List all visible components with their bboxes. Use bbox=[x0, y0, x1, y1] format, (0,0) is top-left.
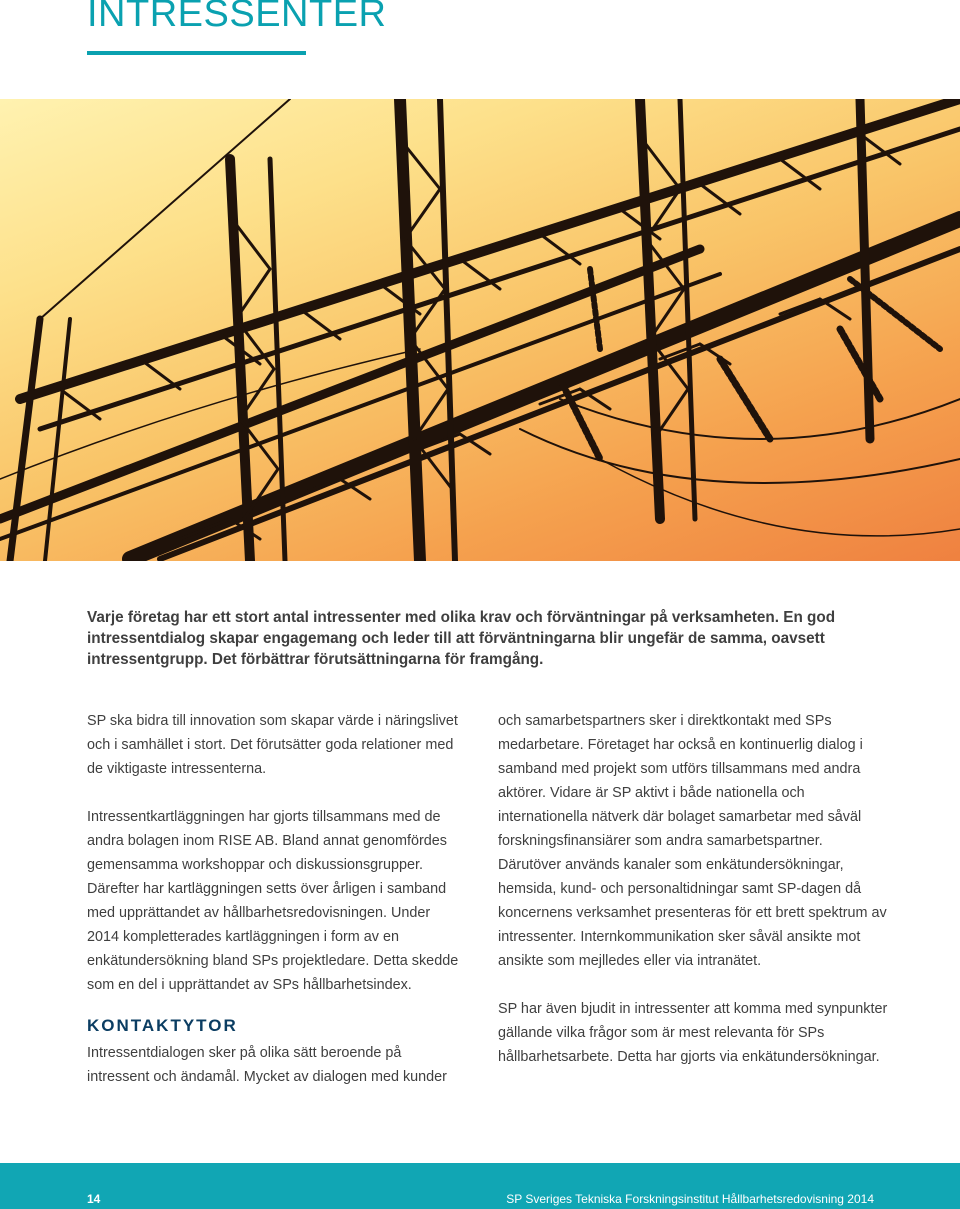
right-column bbox=[498, 709, 888, 1093]
power-pylon-photo bbox=[0, 99, 960, 561]
right-paragraph-2: SP har även bjudit in intressenter att komma med synpunkter gällande vilka frågor som är mest relevanta för SPs hållbarhetsarbete. Detta har gjorts via enkätundersökningar. bbox=[498, 1001, 888, 1065]
page-title: INTRESSENTER bbox=[87, 0, 387, 35]
left-paragraph-3: Intressentdialogen sker på olika sätt beroende på intressent och ändamål. Mycket av dialogen med kunder bbox=[87, 1045, 447, 1085]
page-number: 14 bbox=[87, 1192, 101, 1206]
left-paragraph-2: Intressentkartläggningen har gjorts tillsammans med de andra bolagen inom RISE AB. Bland annat genomfördes gemensamma workshoppar och diskussionsgrupper. Därefter har kartläggningen setts över årligen i samband med upprättandet av hållbarhetsredovisningen. Under 2014 kompletterades kartläggningen i form av en enkätundersökning bland SPs projektledare. Detta skedde som en del i upprättandet av SPs hållbarhetsindex. bbox=[87, 809, 459, 993]
footer-publication-text: SP Sveriges Tekniska Forskningsinstitut Hållbarhetsredovisning 2014 bbox=[506, 1192, 874, 1206]
left-column bbox=[87, 709, 462, 1113]
section-heading-kontaktytor: KONTAKTYTOR bbox=[87, 1016, 238, 1035]
lead-paragraph: Varje företag har ett stort antal intressenter med olika krav och förväntningar på verksamheten. En god intressentdialog skapar engagemang och leder till att förväntningarna blir ungefär de samma, oavsett intressentgrupp. Det förbättrar förutsättningarna för framgång. bbox=[87, 609, 836, 668]
page-footer bbox=[0, 1163, 960, 1209]
title-underline bbox=[87, 51, 306, 55]
left-paragraph-1: SP ska bidra till innovation som skapar värde i näringslivet och i samhället i stort. Det förutsätter goda relationer med de viktigaste intressenterna. bbox=[87, 713, 458, 777]
right-paragraph-1: och samarbetspartners sker i direktkontakt med SPs medarbetare. Företaget har också en kontinuerlig dialog i samband med projekt som utförs tillsammans med andra aktörer. Vidare är SP aktivt i både nationella och internationella nätverk där bolaget samarbetar med såväl forskningsfinansiärer som andra samarbetspartner. Därutöver används kanaler som enkätundersökningar, hemsida, kund- och personaltidningar samt SP-dagen då koncernens verksamhet presenteras för ett brett spektrum av intressenter. Internkommunikation sker såväl ansikte mot ansikte som mejlledes eller via intranätet. bbox=[498, 713, 887, 969]
